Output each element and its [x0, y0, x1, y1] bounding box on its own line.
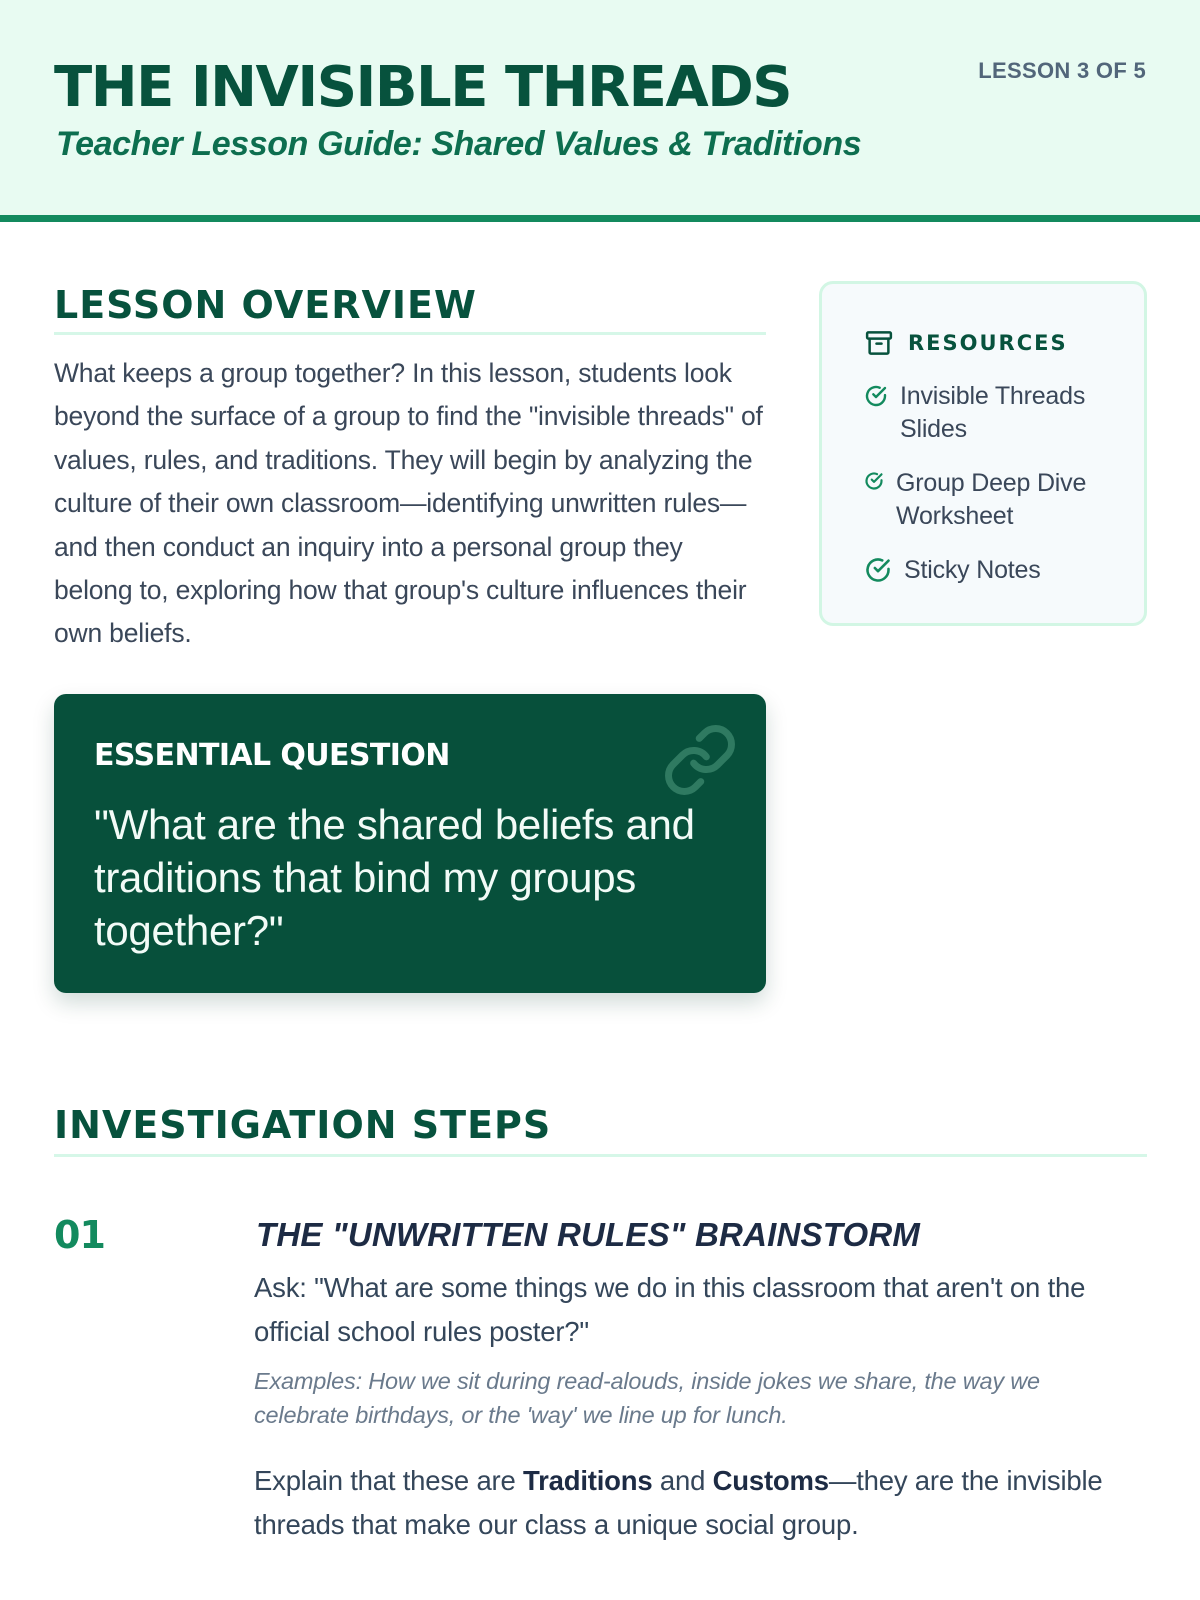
- check-circle-icon: [864, 384, 888, 408]
- check-circle-icon: [864, 556, 892, 584]
- resource-item: [864, 467, 1106, 533]
- header-band: [0, 0, 1200, 222]
- resource-item: [864, 554, 1114, 587]
- resource-item: [864, 380, 1110, 446]
- step-explanation: [254, 1459, 1134, 1546]
- resources-header: [864, 328, 1068, 358]
- essential-question-card: [54, 694, 766, 993]
- page-title: THE INVISIBLE THREADS: [54, 55, 792, 120]
- step-title: THE "UNWRITTEN RULES" BRAINSTORM: [256, 1216, 921, 1253]
- term-traditions: Traditions: [523, 1465, 653, 1496]
- resources-panel: [819, 281, 1147, 626]
- step-prompt: Ask: "What are some things we do in this classroom that aren't on the official school rules poster?": [254, 1272, 1086, 1347]
- step-examples: Examples: How we sit during read-alouds, inside jokes we share, the way we celebrate birthdays, or the 'way' we line up for lunch.: [254, 1368, 1040, 1428]
- overview-text: What keeps a group together? In this lesson, students look beyond the surface of a group to find the "invisible threads" of values, rules, and traditions. They will begin by analyzing the culture of their own classroom—identifying unwritten rules—and then conduct an inquiry into a personal group they belong to, exploring how that group's culture influences their own beliefs.: [54, 358, 763, 649]
- page-subtitle: Teacher Lesson Guide: Shared Values & Traditions: [56, 125, 862, 163]
- steps-divider: [54, 1154, 1147, 1157]
- lesson-progress-label: LESSON 3 OF 5: [978, 58, 1146, 83]
- step-number: 01: [54, 1213, 105, 1257]
- essential-question-label: ESSENTIAL QUESTION: [94, 738, 450, 773]
- archive-box-icon: [864, 328, 894, 358]
- overview-divider: [54, 332, 766, 335]
- link-icon: [662, 722, 738, 798]
- steps-heading: INVESTIGATION STEPS: [54, 1103, 552, 1147]
- resources-heading: RESOURCES: [908, 331, 1068, 355]
- overview-heading: LESSON OVERVIEW: [54, 283, 477, 327]
- explanation-text: and: [652, 1465, 713, 1496]
- resource-label: Group Deep Dive Worksheet: [896, 469, 1087, 530]
- check-circle-icon: [864, 471, 884, 491]
- explanation-text: —they are the invisible threads that make our class a unique social group.: [254, 1465, 1103, 1540]
- essential-question-text: "What are the shared beliefs and traditions that bind my groups together?": [94, 801, 695, 954]
- term-customs: Customs: [712, 1465, 829, 1496]
- resource-label: Invisible Threads Slides: [900, 382, 1086, 443]
- resource-label: Sticky Notes: [904, 556, 1041, 584]
- explanation-text: Explain that these are: [254, 1465, 524, 1496]
